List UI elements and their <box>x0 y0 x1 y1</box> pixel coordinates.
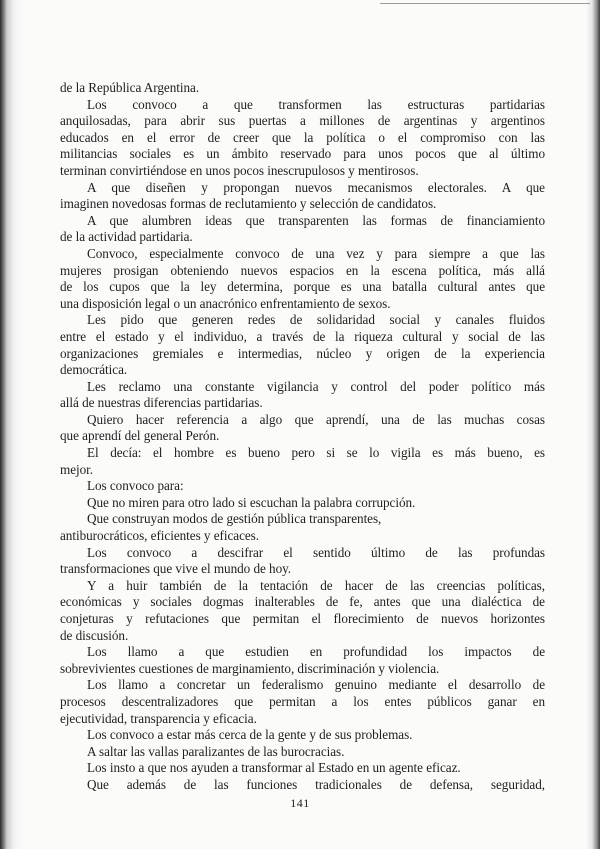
text-line: Convoco, especialmente convoco de una vez y para siempre a que las <box>87 245 545 261</box>
text-line: Los llamo a que estudien en profundidad los impactos de <box>87 644 545 660</box>
text-line: militancias sociales es un ámbito reservado para unos pocos que al último <box>60 146 545 162</box>
text-line: de la actividad partidaria. <box>60 229 193 245</box>
text-line: allá de nuestras diferencias partidarias. <box>60 395 263 411</box>
text-line: entre el estado y el individuo, a través de la riqueza cultural y social de las <box>60 328 545 344</box>
text-line: que aprendí del general Perón. <box>60 428 220 444</box>
text-line: conjeturas y refutaciones que permitan el florecimiento de nuevos horizontes <box>60 611 545 626</box>
text-line: democrática. <box>60 362 128 378</box>
text-line: ejecutividad, transparencia y eficacia. <box>60 710 257 726</box>
page-number: 141 <box>290 796 310 810</box>
text-line: Les pido que generen redes de solidaridad social y canales fluidos <box>87 312 545 328</box>
text-line: A que alumbren ideas que transparenten las formas de financiamiento <box>87 212 545 228</box>
text-line: transformaciones que vive el mundo de hoy. <box>60 561 292 577</box>
text-line: A saltar las vallas paralizantes de las burocracias. <box>87 743 345 759</box>
text-line: mejor. <box>60 461 94 477</box>
text-line: anquilosadas, para abrir sus puertas a millones de argentinas y argentinos <box>60 113 545 129</box>
text-line: A que diseñen y propongan nuevos mecanismos electorales. A que <box>87 179 545 195</box>
text-line: Los convoco a estar más cerca de la gente y de sus problemas. <box>87 727 413 743</box>
text-line: Que no miren para otro lado si escuchan la palabra corrupción. <box>87 494 416 510</box>
text-line: antiburocráticos, eficientes y eficaces. <box>60 528 260 544</box>
text-line: Que además de las funciones tradicionales de defensa, seguridad, <box>87 776 545 792</box>
text-line: educados en el error de creer que la política o el compromiso con las <box>60 129 545 145</box>
text-line: Los convoco a que transformen las estructuras partidarias <box>87 96 545 112</box>
text-line: Les reclamo una constante vigilancia y control del poder político más <box>87 378 545 394</box>
text-line: Los convoco para: <box>87 478 184 494</box>
text-line: sobrevivientes cuestiones de marginamiento, discriminación y violencia. <box>60 660 440 676</box>
text-line: organizaciones gremiales e intermedias, núcleo y origen de la experiencia <box>60 345 545 361</box>
text-line: una disposición legal o un anacrónico enfrentamiento de sexos. <box>60 295 391 311</box>
text-line: Quiero hacer referencia a algo que aprendí, una de las muchas cosas <box>87 411 545 427</box>
text-line: de los cupos que la ley determina, porque es una batalla cultural antes que <box>60 279 545 295</box>
text-line: Los insto a que nos ayuden a transformar al Estado en un agente eficaz. <box>87 760 461 776</box>
text-line: procesos descentralizadores que permitan a los entes públicos ganar en <box>60 693 545 709</box>
text-line: Los convoco a descifrar el sentido último de las profundas <box>87 544 545 560</box>
text-line: imaginen novedosas formas de reclutamiento y selección de candidatos. <box>60 196 437 212</box>
text-line: de discusión. <box>60 627 129 643</box>
text-line: Los llamo a concretar un federalismo genuino mediante el desarrollo de <box>87 677 545 693</box>
text-line: económicas y sociales dogmas inalterables de fe, antes que una dialéctica de <box>60 594 545 610</box>
text-line: El decía: el hombre es bueno pero si se lo vigila es más bueno, es <box>87 445 545 461</box>
text-line: de la República Argentina. <box>60 80 200 95</box>
text-line: mujeres prosigan obteniendo nuevos espacios en la escena política, más allá <box>60 262 545 278</box>
text-line: Y a huir también de la tentación de hacer de las creencias políticas, <box>87 577 545 593</box>
text-line: Que construyan modos de gestión pública transparentes, <box>87 511 382 527</box>
text-line: terminan convirtiéndose en unos pocos inescrupulosos y mentirosos. <box>60 162 419 178</box>
body-text <box>60 80 545 794</box>
